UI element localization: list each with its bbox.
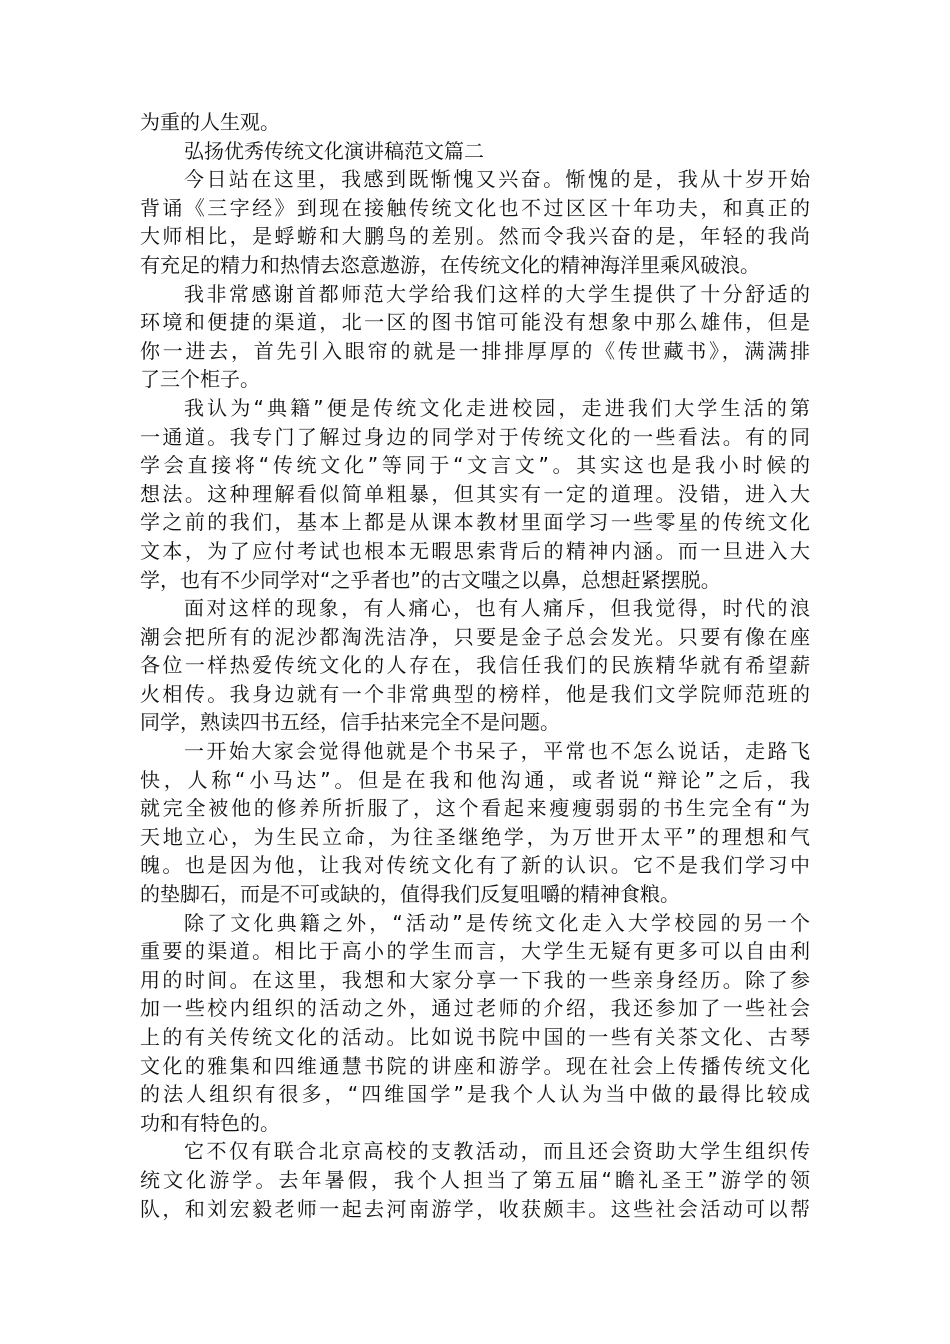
paragraph-first-line: 除了文化典籍之外，“活动”是传统文化走入大学校园的另一个 [184, 910, 810, 935]
paragraph-first-line: 弘扬优秀传统文化演讲稿范文篇二 [184, 138, 484, 163]
paragraph-first-line: 一开始大家会觉得他就是个书呆子，平常也不怎么说话，走路飞 [184, 739, 810, 764]
text-line: 火相传。我身边就有一个非常典型的榜样，他是我们文学院师范班的 [140, 681, 810, 706]
text-line: 文化的雅集和四维通慧书院的讲座和游学。现在社会上传播传统文化 [140, 1053, 810, 1078]
paragraph-first-line: 它不仅有联合北京高校的支教活动，而且还会资助大学生组织传 [184, 1139, 810, 1164]
text-line: 为重的人生观。 [140, 110, 280, 134]
text-line: 的法人组织有很多，“四维国学”是我个人认为当中做的最得比较成 [140, 1082, 810, 1107]
text-line: 学之前的我们，基本上都是从课本教材里面学习一些零星的传统文化 [140, 510, 810, 535]
text-line: 潮会把所有的泥沙都淘洗洁净，只要是金子总会发光。只要有像在座 [140, 624, 810, 649]
text-line: 统文化游学。去年暑假，我个人担当了第五届“瞻礼圣王”游学的领 [140, 1167, 810, 1192]
text-line: 学，也有不少同学对“之乎者也”的古文嗤之以鼻，总想赶紧摆脱。 [140, 567, 721, 592]
text-line: 文本，为了应付考试也根本无暇思索背后的精神内涵。而一旦进入大 [140, 538, 810, 563]
text-line: 天地立心，为生民立命，为往圣继绝学，为万世开太平”的理想和气 [140, 824, 810, 849]
text-line: 就完全被他的修养所折服了，这个看起来瘦瘦弱弱的书生完全有“为 [140, 796, 810, 821]
text-line: 加一些校内组织的活动之外，通过老师的介绍，我还参加了一些社会 [140, 996, 810, 1021]
text-line: 学会直接将“传统文化”等同于“文言文”。其实这也是我小时候的 [140, 453, 810, 478]
paragraph-first-line: 今日站在这里，我感到既惭愧又兴奋。惭愧的是，我从十岁开始 [184, 167, 810, 192]
text-line: 功和有特色的。 [140, 1110, 280, 1135]
text-line: 快，人称“小马达”。但是在我和他沟通，或者说“辩论”之后，我 [140, 767, 810, 792]
text-line: 重要的渠道。相比于高小的学生而言，大学生无疑有更多可以自由利 [140, 939, 810, 964]
paragraph-first-line: 我认为“典籍”便是传统文化走进校园，走进我们大学生活的第 [184, 395, 810, 420]
text-line: 的垫脚石，而是不可或缺的，值得我们反复咀嚼的精神食粮。 [140, 882, 680, 907]
text-line: 各位一样热爱传统文化的人存在，我信任我们的民族精华就有希望薪 [140, 653, 810, 678]
text-line: 同学，熟读四书五经，信手拈来完全不是问题。 [140, 710, 560, 735]
paragraph-first-line: 我非常感谢首都师范大学给我们这样的大学生提供了十分舒适的 [184, 281, 810, 306]
text-line: 了三个柜子。 [140, 367, 260, 392]
text-line: 上的有关传统文化的活动。比如说书院中国的一些有关茶文化、古琴 [140, 1025, 810, 1049]
text-line: 一通道。我专门了解过身边的同学对于传统文化的一些看法。有的同 [140, 424, 810, 449]
paragraph-first-line: 面对这样的现象，有人痛心，也有人痛斥，但我觉得，时代的浪 [184, 596, 810, 621]
text-line: 大师相比，是蜉蝣和大鹏鸟的差别。然而令我兴奋的是，年轻的我尚 [140, 224, 810, 249]
text-line: 队，和刘宏毅老师一起去河南游学，收获颇丰。这些社会活动可以帮 [140, 1196, 810, 1221]
text-line: 有充足的精力和热情去恣意遨游，在传统文化的精神海洋里乘风破浪。 [140, 252, 760, 277]
text-line: 魄。也是因为他，让我对传统文化有了新的认识。它不是我们学习中 [140, 853, 810, 878]
document-page [140, 108, 810, 1223]
text-line: 用的时间。在这里，我想和大家分享一下我的一些亲身经历。除了参 [140, 967, 810, 992]
text-line: 想法。这种理解看似简单粗暴，但其实有一定的道理。没错，进入大 [140, 481, 810, 506]
text-line: 你一进去，首先引入眼帘的就是一排排厚厚的《传世藏书》，满满排 [140, 338, 810, 363]
text-line: 环境和便捷的渠道，北一区的图书馆可能没有想象中那么雄伟，但是 [140, 310, 810, 335]
text-line: 背诵《三字经》到现在接触传统文化也不过区区十年功夫，和真正的 [140, 195, 810, 220]
